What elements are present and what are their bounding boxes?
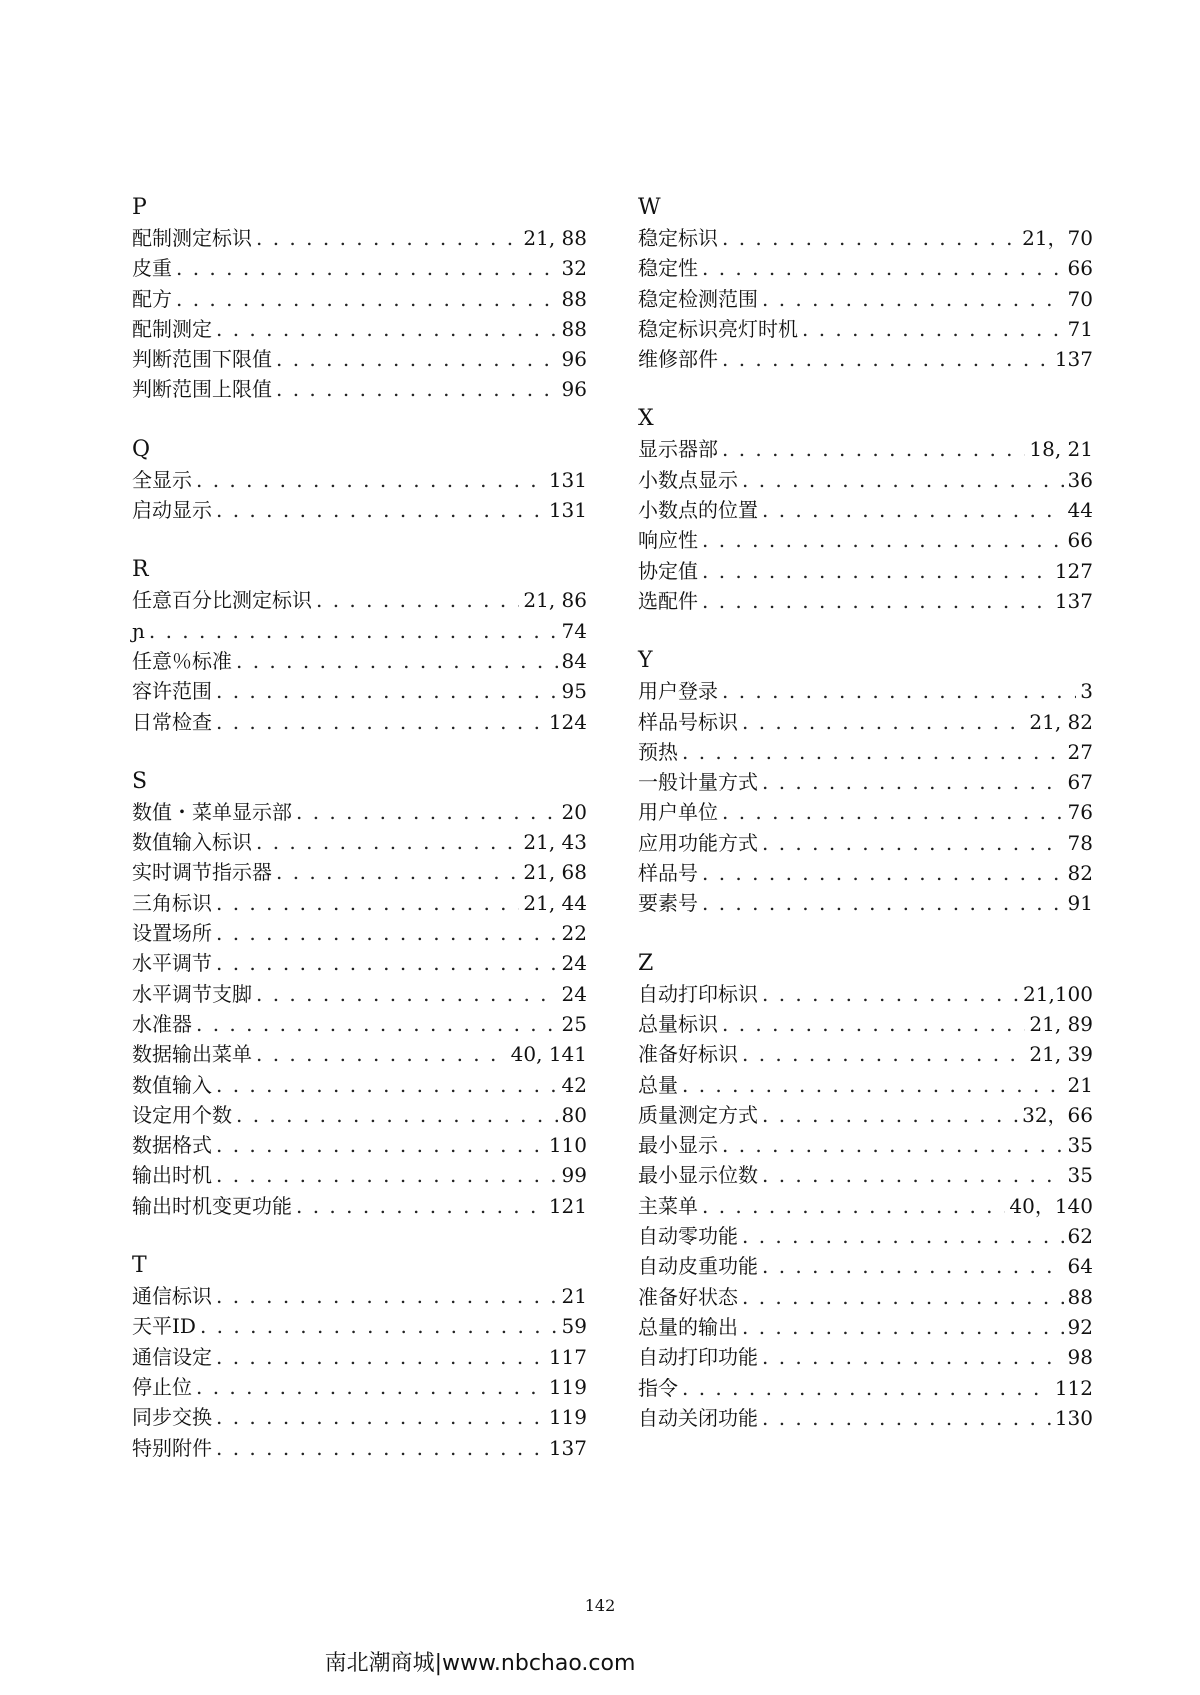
index-pages: 21, 43 — [523, 830, 587, 855]
index-term: 自动关闭功能 — [638, 1405, 758, 1430]
index-pages: 82 — [1067, 861, 1093, 886]
index-term: 自动打印标识 — [638, 981, 758, 1006]
index-entry — [638, 979, 1093, 1009]
index-pages: 21，70 — [1022, 226, 1093, 250]
index-entry — [638, 344, 1093, 374]
dot-leader — [276, 344, 558, 374]
index-term: 要素号 — [638, 891, 698, 916]
index-term: 主菜单 — [638, 1193, 698, 1218]
index-entry — [638, 495, 1093, 525]
index-term: 判断范围上限值 — [132, 377, 272, 402]
dot-leader — [296, 1191, 545, 1221]
index-entry — [638, 797, 1093, 827]
dot-leader — [216, 1070, 558, 1100]
index-pages: 25 — [561, 1011, 587, 1036]
index-term: 最小显示位数 — [638, 1163, 758, 1188]
index-entry — [132, 344, 587, 374]
index-entry — [638, 737, 1093, 767]
index-pages: 91 — [1067, 891, 1093, 916]
index-pages: 24 — [561, 981, 587, 1006]
index-term: 样品号标识 — [638, 709, 738, 734]
index-term: 数值输入 — [132, 1072, 212, 1097]
index-pages: 80 — [561, 1102, 587, 1127]
index-term: 最小显示 — [638, 1133, 718, 1158]
index-term: 水平调节支脚 — [132, 981, 252, 1006]
section-letter: Z — [638, 950, 654, 976]
dot-leader — [200, 1311, 558, 1341]
index-entry — [638, 1403, 1093, 1433]
index-pages: 42 — [561, 1072, 587, 1097]
index-entry — [638, 828, 1093, 858]
index-pages: 18, 21 — [1029, 437, 1093, 462]
dot-leader — [316, 585, 519, 615]
index-term: 水准器 — [132, 1011, 192, 1036]
index-term: 同步交换 — [132, 1405, 212, 1430]
index-pages: 88 — [1067, 1284, 1093, 1309]
index-term: 任意百分比测定标识 — [132, 588, 312, 613]
watermark: 南北潮商城|www.nbchao.com — [324, 1651, 636, 1676]
index-entry — [132, 1009, 587, 1039]
index-pages: 130 — [1054, 1405, 1093, 1430]
dot-leader — [702, 858, 1064, 888]
index-pages: 110 — [548, 1133, 587, 1158]
dot-leader — [149, 616, 558, 646]
dot-leader — [702, 1191, 1005, 1221]
index-pages: 137 — [548, 1435, 587, 1460]
index-term: 维修部件 — [638, 347, 718, 372]
index-pages: 137 — [1054, 347, 1093, 372]
index-entry — [132, 707, 587, 737]
index-section — [638, 404, 1093, 616]
index-pages: 24 — [561, 951, 587, 976]
index-entry — [638, 888, 1093, 918]
index-pages: 70 — [1067, 286, 1093, 311]
index-entry — [132, 1130, 587, 1160]
index-pages: 66 — [1067, 256, 1093, 281]
index-entry — [132, 948, 587, 978]
index-entry — [638, 1251, 1093, 1281]
dot-leader — [762, 1403, 1051, 1433]
index-entry — [132, 314, 587, 344]
index-pages: 40，140 — [1009, 1193, 1093, 1218]
index-term: 配制测定标识 — [132, 226, 252, 250]
section-letter: T — [132, 1253, 147, 1279]
index-entry — [132, 1191, 587, 1221]
dot-leader — [762, 979, 1019, 1009]
index-pages: 36 — [1067, 467, 1093, 492]
index-pages: 137 — [1054, 588, 1093, 613]
index-term: 任意％标准 — [132, 648, 232, 673]
index-entry — [638, 586, 1093, 616]
index-term: 设置场所 — [132, 921, 212, 946]
index-entry — [132, 1342, 587, 1372]
index-term: 通信设定 — [132, 1344, 212, 1369]
dot-leader — [702, 556, 1051, 586]
index-pages: 21,100 — [1023, 981, 1093, 1006]
index-term: 应用功能方式 — [638, 830, 758, 855]
index-entry — [132, 1281, 587, 1311]
index-entry — [132, 1039, 587, 1069]
index-term: 质量测定方式 — [638, 1102, 758, 1127]
index-section — [638, 646, 1093, 918]
index-pages: 124 — [548, 709, 587, 734]
index-entry — [638, 1221, 1093, 1251]
index-entry — [638, 707, 1093, 737]
dot-leader — [762, 828, 1064, 858]
dot-leader — [682, 1070, 1064, 1100]
index-term: 配制测定 — [132, 316, 212, 341]
index-term: 特别附件 — [132, 1435, 212, 1460]
dot-leader — [722, 223, 1018, 253]
index-entry — [132, 1311, 587, 1341]
index-pages: 35 — [1067, 1133, 1093, 1158]
index-term: 稳定标识亮灯时机 — [638, 316, 798, 341]
index-pages: 59 — [561, 1314, 587, 1339]
index-section — [132, 767, 587, 1221]
index-entry — [132, 465, 587, 495]
index-term: 三角标识 — [132, 890, 212, 915]
index-pages: 21, 86 — [523, 588, 587, 613]
index-pages: 21, 88 — [523, 226, 587, 250]
index-entry — [132, 495, 587, 525]
index-entry — [638, 434, 1093, 464]
index-term: 自动零功能 — [638, 1224, 738, 1249]
index-entry — [638, 676, 1093, 706]
index-entry — [638, 1342, 1093, 1372]
dot-leader — [216, 888, 519, 918]
index-pages: 20 — [561, 799, 587, 824]
index-term: 总量标识 — [638, 1011, 718, 1036]
dot-leader — [682, 1373, 1051, 1403]
index-entry — [638, 284, 1093, 314]
index-pages: 71 — [1067, 316, 1093, 341]
index-entry — [638, 1312, 1093, 1342]
index-term: 稳定性 — [638, 256, 698, 281]
dot-leader — [216, 676, 558, 706]
index-term: 数据输出菜单 — [132, 1042, 252, 1067]
dot-leader — [762, 1342, 1064, 1372]
dot-leader — [722, 344, 1051, 374]
dot-leader — [216, 314, 558, 344]
index-entry — [132, 253, 587, 283]
index-pages: 44 — [1067, 498, 1093, 523]
dot-leader — [276, 857, 519, 887]
dot-leader — [742, 1039, 1025, 1069]
index-term: 用户登录 — [638, 679, 718, 704]
index-term: 输出时机变更功能 — [132, 1193, 292, 1218]
section-letter: Y — [638, 648, 653, 674]
dot-leader — [216, 948, 558, 978]
dot-leader — [236, 1100, 558, 1130]
index-pages: 127 — [1054, 558, 1093, 583]
index-term: 天平ID — [132, 1314, 196, 1339]
index-section — [638, 193, 1093, 374]
dot-leader — [762, 495, 1064, 525]
index-entry — [638, 253, 1093, 283]
dot-leader — [702, 888, 1064, 918]
index-term: 稳定标识 — [638, 226, 718, 250]
index-pages: 64 — [1067, 1254, 1093, 1279]
index-pages: 40, 141 — [510, 1042, 587, 1067]
index-term: 协定值 — [638, 558, 698, 583]
index-term: 预热 — [638, 739, 678, 764]
index-pages: 74 — [561, 618, 587, 643]
index-pages: 95 — [561, 679, 587, 704]
index-pages: 35 — [1067, 1163, 1093, 1188]
index-entry — [132, 1100, 587, 1130]
index-term: 停止位 — [132, 1374, 192, 1399]
index-entry — [132, 1160, 587, 1190]
index-term: 准备好标识 — [638, 1042, 738, 1067]
index-column-left — [132, 193, 587, 1493]
index-pages: 66 — [1067, 528, 1093, 553]
index-term: 容许范围 — [132, 679, 212, 704]
dot-leader — [762, 284, 1064, 314]
dot-leader — [682, 737, 1064, 767]
index-column-right — [638, 193, 1093, 1463]
index-entry — [638, 1160, 1093, 1190]
index-pages: 21, 39 — [1029, 1042, 1093, 1067]
dot-leader — [722, 1130, 1064, 1160]
dot-leader — [742, 1221, 1064, 1251]
index-term: 总量 — [638, 1072, 678, 1097]
dot-leader — [802, 314, 1064, 344]
index-entry — [638, 1039, 1093, 1069]
index-pages: 121 — [548, 1193, 587, 1218]
index-section — [638, 949, 1093, 1433]
index-term: 数值输入标识 — [132, 830, 252, 855]
index-pages: 96 — [561, 377, 587, 402]
index-pages: 22 — [561, 921, 587, 946]
index-entry — [638, 1191, 1093, 1221]
index-term: 总量的输出 — [638, 1314, 738, 1339]
index-term: 设定用个数 — [132, 1102, 232, 1127]
index-term: 输出时机 — [132, 1163, 212, 1188]
index-pages: 21, 44 — [523, 890, 587, 915]
dot-leader — [216, 918, 558, 948]
dot-leader — [256, 827, 519, 857]
index-entry — [638, 1373, 1093, 1403]
page-number: 142 — [584, 1596, 616, 1615]
index-pages: 131 — [548, 498, 587, 523]
section-letter: Q — [132, 436, 151, 462]
index-entry — [638, 465, 1093, 495]
index-entry — [132, 797, 587, 827]
index-term: 日常检查 — [132, 709, 212, 734]
index-term: 准备好状态 — [638, 1284, 738, 1309]
dot-leader — [722, 1009, 1025, 1039]
index-term: 水平调节 — [132, 951, 212, 976]
index-term: 稳定检测范围 — [638, 286, 758, 311]
index-pages: 131 — [548, 467, 587, 492]
dot-leader — [256, 1039, 507, 1069]
dot-leader — [276, 374, 558, 404]
index-term: 响应性 — [638, 528, 698, 553]
index-term: 数值・菜单显示部 — [132, 799, 292, 824]
index-pages: 119 — [548, 1405, 587, 1430]
dot-leader — [216, 1130, 545, 1160]
index-pages: 112 — [1054, 1375, 1093, 1400]
index-entry — [132, 374, 587, 404]
index-term: 数据格式 — [132, 1133, 212, 1158]
dot-leader — [722, 797, 1064, 827]
index-pages: 99 — [561, 1163, 587, 1188]
dot-leader — [742, 465, 1064, 495]
section-letter: S — [132, 768, 148, 794]
section-letter: P — [132, 195, 147, 220]
index-term: 全显示 — [132, 467, 192, 492]
dot-leader — [702, 586, 1051, 616]
index-term: 选配件 — [638, 588, 698, 613]
index-term: 小数点显示 — [638, 467, 738, 492]
dot-leader — [176, 284, 558, 314]
dot-leader — [176, 253, 558, 283]
index-entry — [132, 616, 587, 646]
index-entry — [638, 223, 1093, 253]
index-pages: 62 — [1067, 1224, 1093, 1249]
index-term: ɲ — [132, 618, 145, 643]
index-section — [132, 1251, 587, 1463]
index-section — [132, 435, 587, 526]
index-pages: 117 — [548, 1344, 587, 1369]
dot-leader — [216, 1433, 545, 1463]
index-term: 自动打印功能 — [638, 1345, 758, 1370]
index-term: 一般计量方式 — [638, 770, 758, 795]
index-term: 启动显示 — [132, 498, 212, 523]
dot-leader — [702, 253, 1064, 283]
index-entry — [638, 1070, 1093, 1100]
dot-leader — [762, 767, 1064, 797]
index-term: 通信标识 — [132, 1284, 212, 1309]
dot-leader — [762, 1251, 1064, 1281]
index-pages: 96 — [561, 347, 587, 372]
index-term: 配方 — [132, 286, 172, 311]
index-entry — [638, 1100, 1093, 1130]
index-term: 小数点的位置 — [638, 498, 758, 523]
index-pages: 21, 68 — [523, 860, 587, 885]
index-pages: 21 — [1067, 1072, 1093, 1097]
index-entry — [132, 1402, 587, 1432]
dot-leader — [256, 223, 519, 253]
index-entry — [132, 646, 587, 676]
index-pages: 88 — [561, 316, 587, 341]
section-letter: X — [638, 406, 654, 432]
index-entry — [638, 1009, 1093, 1039]
index-pages: 84 — [561, 648, 587, 673]
index-pages: 92 — [1067, 1314, 1093, 1339]
dot-leader — [742, 1282, 1064, 1312]
index-entry — [132, 857, 587, 887]
index-entry — [638, 1130, 1093, 1160]
index-entry — [132, 1372, 587, 1402]
dot-leader — [216, 1160, 558, 1190]
section-letter: R — [132, 557, 149, 583]
dot-leader — [236, 646, 558, 676]
index-entry — [132, 1070, 587, 1100]
dot-leader — [256, 979, 558, 1009]
index-entry — [132, 223, 587, 253]
index-entry — [132, 1433, 587, 1463]
dot-leader — [216, 495, 545, 525]
index-entry — [638, 556, 1093, 586]
index-term: 指令 — [638, 1375, 678, 1400]
index-pages: 21, 82 — [1029, 709, 1093, 734]
dot-leader — [296, 797, 558, 827]
index-pages: 27 — [1067, 739, 1093, 764]
index-entry — [638, 1282, 1093, 1312]
index-term: 显示器部 — [638, 437, 718, 462]
index-pages: 3 — [1080, 679, 1093, 704]
dot-leader — [196, 1372, 545, 1402]
index-entry — [638, 767, 1093, 797]
index-entry — [638, 858, 1093, 888]
index-entry — [132, 918, 587, 948]
index-entry — [638, 314, 1093, 344]
dot-leader — [722, 676, 1076, 706]
index-term: 自动皮重功能 — [638, 1254, 758, 1279]
dot-leader — [196, 1009, 558, 1039]
index-entry — [132, 284, 587, 314]
index-entry — [132, 676, 587, 706]
dot-leader — [762, 1160, 1064, 1190]
index-pages: 98 — [1067, 1345, 1093, 1370]
index-pages: 32，66 — [1022, 1102, 1093, 1127]
index-term: 用户单位 — [638, 800, 718, 825]
index-pages: 67 — [1067, 770, 1093, 795]
index-pages: 21, 89 — [1029, 1011, 1093, 1036]
dot-leader — [702, 525, 1064, 555]
dot-leader — [216, 707, 545, 737]
dot-leader — [742, 707, 1025, 737]
dot-leader — [742, 1312, 1064, 1342]
index-pages: 88 — [561, 286, 587, 311]
index-entry — [638, 525, 1093, 555]
dot-leader — [762, 1100, 1018, 1130]
index-term: 样品号 — [638, 861, 698, 886]
index-term: 实时调节指示器 — [132, 860, 272, 885]
index-section — [132, 193, 587, 405]
index-pages: 78 — [1067, 830, 1093, 855]
index-entry — [132, 827, 587, 857]
dot-leader — [216, 1281, 558, 1311]
dot-leader — [722, 434, 1025, 464]
section-letter: W — [638, 195, 661, 220]
index-section — [132, 555, 587, 736]
dot-leader — [196, 465, 545, 495]
index-pages: 76 — [1067, 800, 1093, 825]
index-term: 判断范围下限值 — [132, 347, 272, 372]
dot-leader — [216, 1402, 545, 1432]
dot-leader — [216, 1342, 545, 1372]
index-pages: 32 — [561, 256, 587, 281]
index-entry — [132, 979, 587, 1009]
index-entry — [132, 888, 587, 918]
index-pages: 21 — [561, 1284, 587, 1309]
index-pages: 119 — [548, 1374, 587, 1399]
index-term: 皮重 — [132, 256, 172, 281]
index-entry — [132, 585, 587, 615]
